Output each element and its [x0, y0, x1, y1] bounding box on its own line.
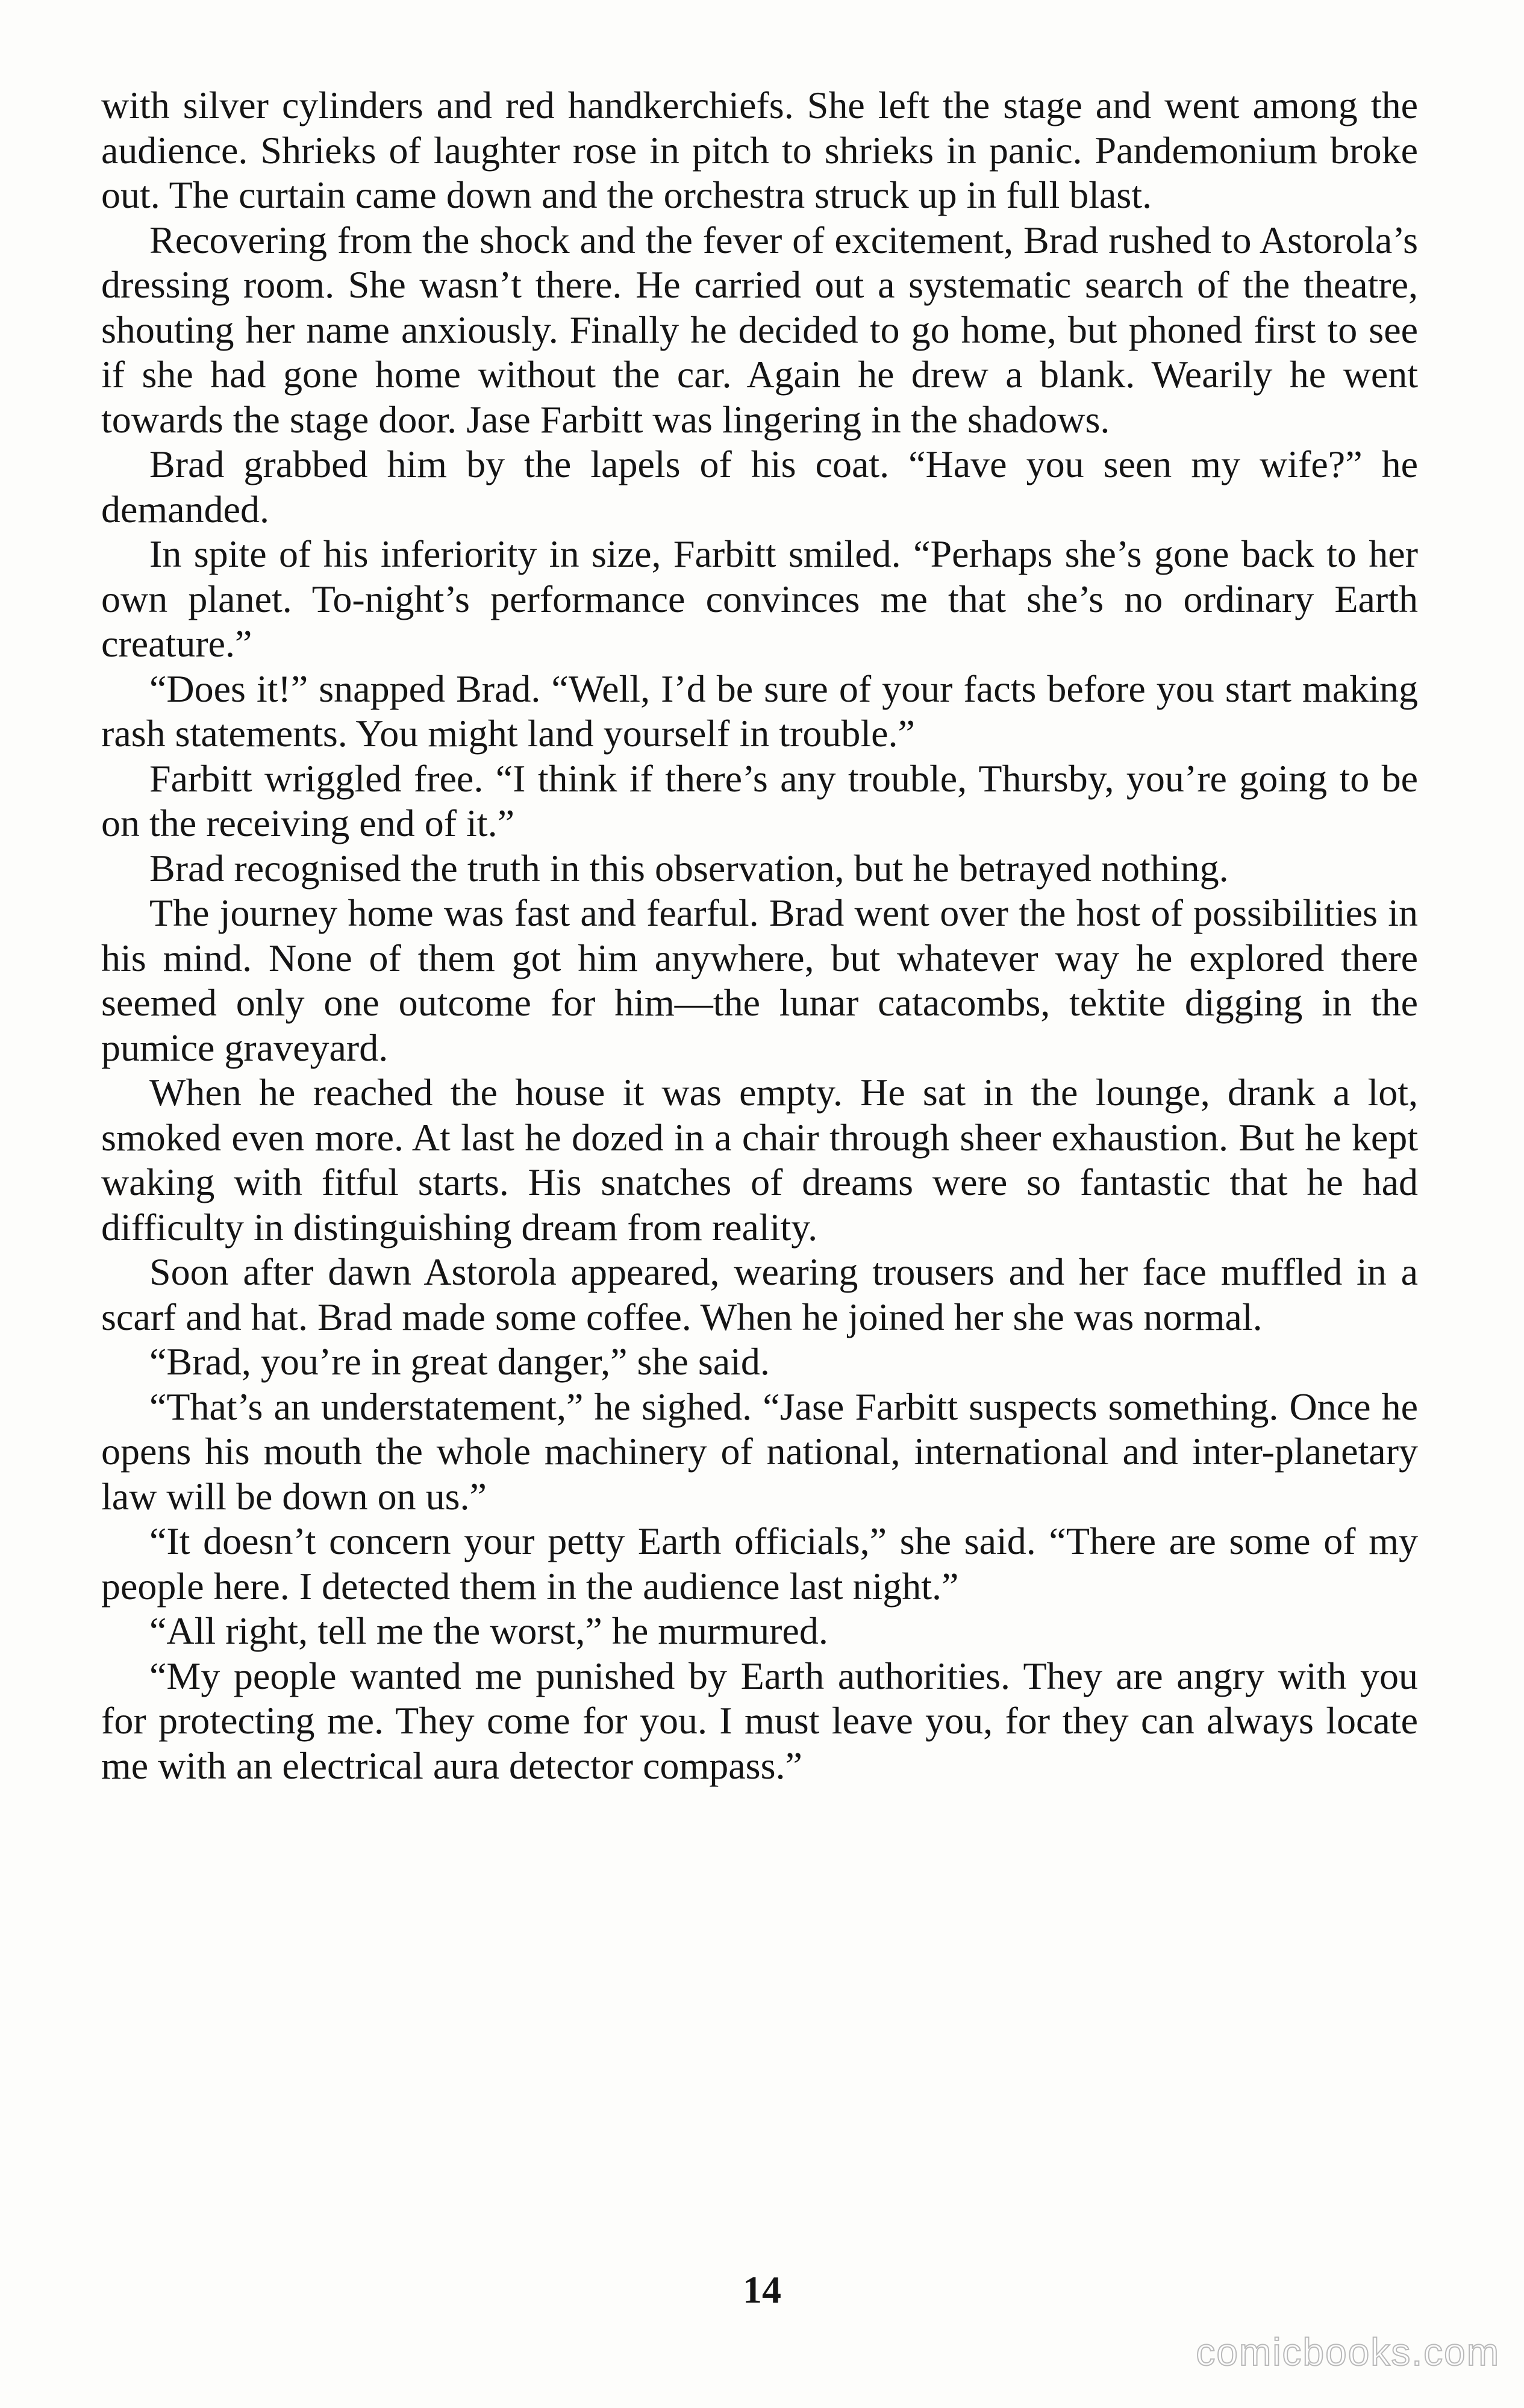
paragraph: “Does it!” snapped Brad. “Well, I’d be sure of your facts before you start making rash statements. You might land yourself in trouble.” [101, 667, 1418, 755]
paragraph: When he reached the house it was empty. He sat in the lounge, drank a lot, smoked even more. At last he dozed in a chair through sheer exhaustion. But he kept waking with fitful starts. His snatches of dreams were so fantastic that he had difficulty in distinguishing dream from reality. [101, 1071, 1418, 1249]
page-number: 14 [743, 2268, 781, 2311]
paragraph: The journey home was fast and fearful. Brad went over the host of possibilities in his mind. None of them got him anywhere, but whatever way he explored there seemed only one outcome for him—the lunar catacombs, tektite digging in the pumice graveyard. [101, 891, 1418, 1069]
paragraph: In spite of his inferiority in size, Farbitt smiled. “Perhaps she’s gone back to her own planet. To-night’s performance convinces me that she’s no ordinary Earth creature.” [101, 532, 1418, 665]
paragraph: “All right, tell me the worst,” he murmured. [149, 1609, 828, 1652]
paragraph: Brad recognised the truth in this observation, but he betrayed nothing. [149, 846, 1229, 890]
paragraph: Brad grabbed him by the lapels of his coat. “Have you seen my wife?” he demanded. [101, 443, 1418, 531]
paragraph: “Brad, you’re in great danger,” she said. [149, 1340, 770, 1383]
story-text [101, 83, 1418, 1788]
paragraph: “That’s an understatement,” he sighed. “Jase Farbitt suspects something. Once he opens his mouth the whole machinery of national, international and inter-planetary law will be down on us.” [101, 1385, 1418, 1518]
paragraph: Recovering from the shock and the fever of excitement, Brad rushed to Astorola’s dressing room. She wasn’t there. He carried out a systematic search of the theatre, shouting her name anxiously. Finally he decided to go home, but phoned first to see if she had gone home without the car. Again he drew a blank. Wearily he went towards the stage door. Jase Farbitt was lingering in the shadows. [101, 218, 1418, 441]
paragraph: with silver cylinders and red handkerchiefs. She left the stage and went among the audience. Shrieks of laughter rose in pitch to shrieks in panic. Pandemonium broke out. The curtain came down and the orchestra struck up in full blast. [101, 84, 1418, 216]
paragraph: Farbitt wriggled free. “I think if there’s any trouble, Thursby, you’re going to be on the receiving end of it.” [101, 756, 1418, 844]
watermark: comicbooks.com [1196, 2330, 1500, 2374]
paragraph: “It doesn’t concern your petty Earth officials,” she said. “There are some of my people here. I detected them in the audience last night.” [101, 1520, 1418, 1608]
paragraph: Soon after dawn Astorola appeared, wearing trousers and her face muffled in a scarf and hat. Brad made some coffee. When he joined her she was normal. [101, 1250, 1418, 1338]
paragraph: “My people wanted me punished by Earth authorities. They are angry with you for protecting me. They come for you. I must leave you, for they can always locate me with an electrical aura detector compass.” [101, 1654, 1418, 1787]
